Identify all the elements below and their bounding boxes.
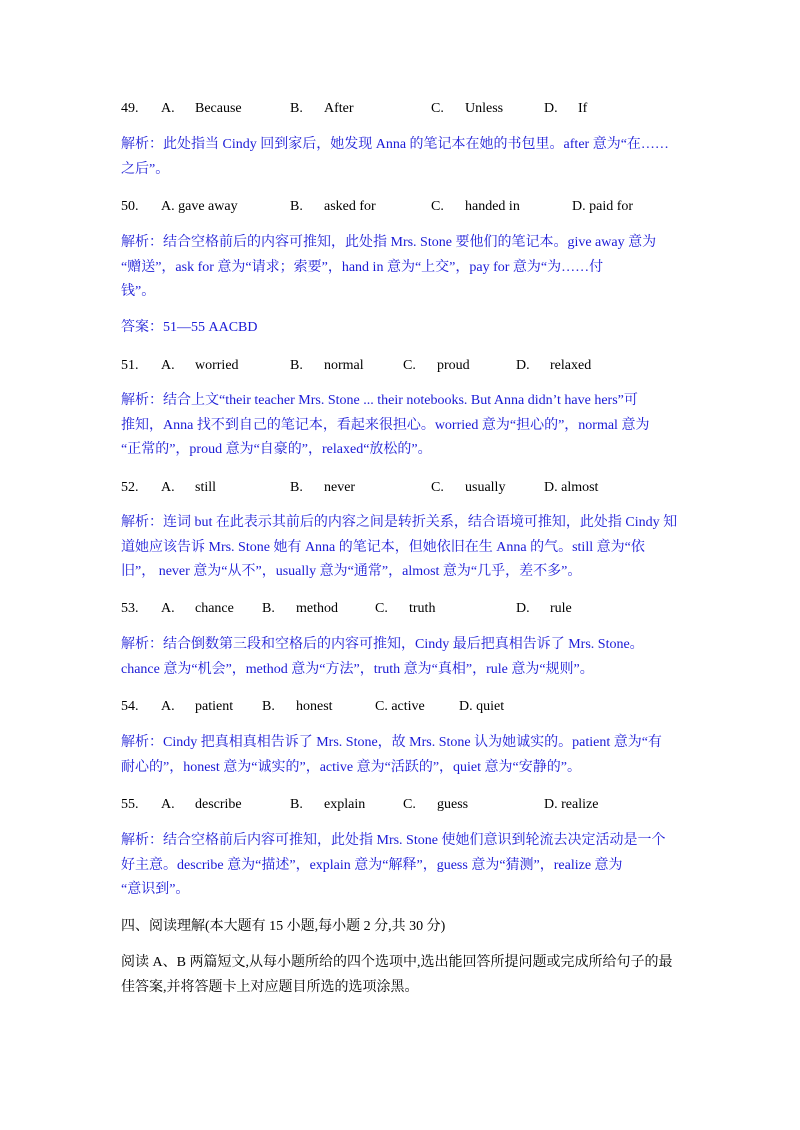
option-b-letter: B. xyxy=(290,101,303,116)
option-a-text: A. gave away xyxy=(161,199,238,214)
option-c-text: guess xyxy=(437,797,469,812)
question-number: 50. xyxy=(121,199,139,214)
explanation-51: 解析：结合上文“their teacher Mrs. Stone ... their notebooks. But Anna didn’t have hers”可 推知，Anna 找不到自己的笔记本，看起来很担心。worried 意为“担心的”，normal 意为 “正常的”，proud 意为“自豪的”，relaxed“放松的”。 xyxy=(121,393,650,457)
option-d-text: relaxed xyxy=(550,358,592,373)
explanation-49: 解析：此处指当 Cindy 回到家后，她发现 Anna 的笔记本在她的书包里。after 意为“在…… 之后”。 xyxy=(121,137,669,177)
option-d-text: D. quiet xyxy=(459,699,505,714)
option-d-text: rule xyxy=(550,601,572,616)
section-instructions: 阅读 A、B 两篇短文,从每小题所给的四个选项中,选出能回答所提问题或完成所给句子的最 佳答案,并将答题卡上对应题目所选的选项涂黑。 xyxy=(121,955,673,995)
option-d-letter: D. xyxy=(544,101,558,116)
option-c-text: proud xyxy=(437,358,470,373)
option-c-letter: C. xyxy=(375,601,388,616)
option-a-letter: A. xyxy=(161,480,175,495)
option-d-text: If xyxy=(578,101,588,116)
option-b-letter: B. xyxy=(290,199,303,214)
option-c-letter: C. xyxy=(403,797,416,812)
option-a-text: worried xyxy=(195,358,239,373)
option-c-text: usually xyxy=(465,480,506,495)
explanation-55: 解析：结合空格前后内容可推知，此处指 Mrs. Stone 使她们意识到轮流去决定活动是一个 好主意。describe 意为“描述”，explain 意为“解释”，guess 意为“猜测”，realize 意为 “意识到”。 xyxy=(121,833,666,897)
option-c-letter: C. xyxy=(431,480,444,495)
option-d-text: D. almost xyxy=(544,480,599,495)
option-c-text: truth xyxy=(409,601,436,616)
option-c-text: handed in xyxy=(465,199,520,214)
option-b-text: normal xyxy=(324,358,364,373)
question-number: 54. xyxy=(121,699,139,714)
option-b-text: asked for xyxy=(324,199,376,214)
option-b-letter: B. xyxy=(290,480,303,495)
option-a-letter: A. xyxy=(161,699,175,714)
option-a-letter: A. xyxy=(161,101,175,116)
option-b-text: honest xyxy=(296,699,333,714)
explanation-52: 解析：连词 but 在此表示其前后的内容之间是转折关系，结合语境可推知，此处指 Cindy 知 道她应该告诉 Mrs. Stone 她有 Anna 的笔记本，但她依旧在生 Anna 的气。still 意为“依 旧”， never 意为“从不”，usually 意为“通常”，almost 意为“几乎，差不多”。 xyxy=(121,515,678,579)
question-number: 52. xyxy=(121,480,139,495)
answer-key: 答案：51—55 AACBD xyxy=(121,320,258,335)
option-a-letter: A. xyxy=(161,601,175,616)
option-b-letter: B. xyxy=(262,601,275,616)
question-number: 49. xyxy=(121,101,139,116)
option-a-text: chance xyxy=(195,601,234,616)
option-d-text: D. realize xyxy=(544,797,599,812)
option-c-text: Unless xyxy=(465,101,504,116)
option-b-letter: B. xyxy=(262,699,275,714)
option-a-text: still xyxy=(195,480,217,495)
option-a-text: patient xyxy=(195,699,234,714)
option-b-text: explain xyxy=(324,797,366,812)
explanation-50: 解析：结合空格前后的内容可推知，此处指 Mrs. Stone 要他们的笔记本。give away 意为 “赠送”，ask for 意为“请求；索要”，hand in 意为“上交”，pay for 意为“为……付 钱”。 xyxy=(121,235,657,299)
option-b-letter: B. xyxy=(290,358,303,373)
option-a-text: describe xyxy=(195,797,242,812)
option-c-letter: C. xyxy=(403,358,416,373)
option-c-letter: C. xyxy=(431,199,444,214)
option-d-text: D. paid for xyxy=(572,199,634,214)
option-b-text: method xyxy=(296,601,338,616)
option-d-letter: D. xyxy=(516,601,530,616)
option-d-letter: D. xyxy=(516,358,530,373)
option-a-letter: A. xyxy=(161,797,175,812)
option-c-text: C. active xyxy=(375,699,425,714)
option-a-letter: A. xyxy=(161,358,175,373)
section-heading: 四、阅读理解(本大题有 15 小题,每小题 2 分,共 30 分) xyxy=(121,919,446,934)
question-number: 53. xyxy=(121,601,139,616)
explanation-53: 解析：结合倒数第三段和空格后的内容可推知，Cindy 最后把真相告诉了 Mrs. Stone。 chance 意为“机会”，method 意为“方法”，truth 意为“真相”，rule 意为“规则”。 xyxy=(121,637,644,677)
option-c-letter: C. xyxy=(431,101,444,116)
question-number: 51. xyxy=(121,358,139,373)
option-b-text: After xyxy=(324,101,354,116)
question-number: 55. xyxy=(121,797,139,812)
option-b-text: never xyxy=(324,480,356,495)
option-a-text: Because xyxy=(195,101,242,116)
option-b-letter: B. xyxy=(290,797,303,812)
explanation-54: 解析：Cindy 把真相真相告诉了 Mrs. Stone，故 Mrs. Stone 认为她诚实的。patient 意为“有 耐心的”，honest 意为“诚实的”，active 意为“活跃的”，quiet 意为“安静的”。 xyxy=(121,735,662,775)
